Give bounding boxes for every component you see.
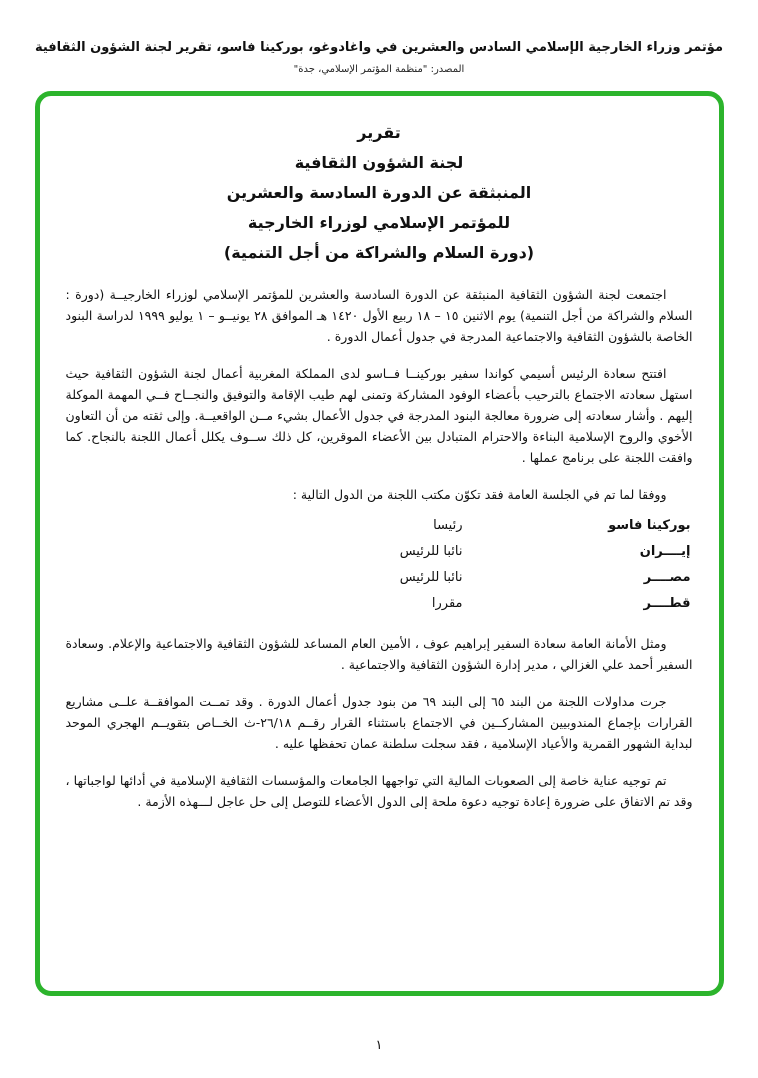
report-title-line: للمؤتمر الإسلامي لوزراء الخارجية <box>247 213 511 232</box>
document-header <box>0 0 758 75</box>
green-content-frame <box>35 91 724 996</box>
committee-country: مصــــر <box>643 570 691 585</box>
committee-row <box>66 513 691 539</box>
page-number: ١ <box>375 1038 383 1053</box>
report-title-line: (دورة السلام والشراكة من أجل التنمية) <box>223 243 535 262</box>
paragraph-deliberations: جرت مداولات اللجنة من البند ٦٥ إلى البند ٦٩ من بنود جدول أعمال الدورة . وقد تمــت الموافقــة علــى مشاريع القرارات بإجماع المندوبيين المشاركــين في الاجتماع باستثناء القرار رقــم ٢٦/١٨-ث الخــاص بتقويــم الهجري الموحد لبداية الشهور القمرية والأعياد الإسلامية ، فقد سجلت سلطنة عمان تحفظها عليه . <box>65 694 693 751</box>
committee-role: نائبا للرئيس <box>399 544 463 559</box>
report-title-block <box>66 118 693 268</box>
paragraph-opening-remarks: افتتح سعادة الرئيس أسيمي كواندا سفير بوركينــا فــاسو لدى المملكة المغربية أعمال لجنة الشؤون الثقافية حيث استهل سعادته الاجتماع بالترحيب بأعضاء الوفود المشاركة وتمنى لهم طيب الإقامة والتوفيق والنجــاح فــي المهمة الموكلة إليهم . وأشار سعادته إلى ضرورة معالجة البنود المدرجة في جدول الأعمال بشيء مــن الواقعيــة. وإلى ثقته من أن التعاون الأخوي والروح الإسلامية البناءة والاحترام المتبادل بين الأعضاء الموقرين، كل ذلك ســوف يكلل أعمال اللجنة بالنجاح. كما وافقت اللجنة على برنامج عملها . <box>65 366 693 465</box>
report-body <box>66 284 693 812</box>
committee-row <box>66 539 691 565</box>
header-title-line: مؤتمر وزراء الخارجية الإسلامي السادس والعشرين في واغادوغو، بوركينا فاسو، تقرير لجنة الشؤون الثقافية <box>34 40 724 55</box>
committee-row <box>66 591 691 617</box>
committee-role: رئيسا <box>433 518 463 533</box>
paragraph-bureau-intro: ووفقا لما تم في الجلسة العامة فقد تكوّن مكتب اللجنة من الدول التالية : <box>292 487 667 502</box>
committee-role: مقررا <box>431 596 463 611</box>
header-source-line: المصدر: "منظمة المؤتمر الإسلامي، جدة" <box>293 64 465 75</box>
committee-row <box>66 565 691 591</box>
committee-country: بوركينا فاسو <box>608 518 691 533</box>
report-title-line: لجنة الشؤون الثقافية <box>294 153 464 172</box>
committee-bureau-list <box>66 513 693 617</box>
paragraph-secretariat-representatives: ومثل الأمانة العامة سعادة السفير إبراهيم عوف ، الأمين العام المساعد للشؤون الثقافية والاجتماعية والإعلام. وسعادة السفير أحمد علي الغزالي ، مدير إدارة الشؤون الثقافية والاجتماعية . <box>65 636 693 672</box>
paragraph-session-details: اجتمعت لجنة الشؤون الثقافية المنبثقة عن الدورة السادسة والعشرين للمؤتمر الإسلامي لوزراء الخارجيــة (دورة : السلام والشراكة من أجل التنمية) يوم الاثنين ١٥ – ١٨ ربيع الأول ١٤٢٠ هـ الموافق ٢٨ يونيــو – ١ يوليو ١٩٩٩ لدراسة البنود الخاصة بالشؤون الثقافية والاجتماعية المدرجة في جدول أعمال الدورة . <box>65 287 693 344</box>
paragraph-financial-difficulties: تم توجيه عناية خاصة إلى الصعوبات المالية التي تواجهها الجامعات والمؤسسات الثقافية الإسلامية في أدائها لواجباتها ، وقد تم الاتفاق على ضرورة إعادة توجيه دعوة ملحة إلى الدول الأعضاء للتوصل إلى حل عاجل لـــهذه الأزمة . <box>65 773 693 809</box>
committee-country: إيــــران <box>639 544 691 559</box>
report-title-line: تقرير <box>357 123 401 142</box>
committee-country: قطــــر <box>643 596 691 611</box>
committee-role: نائبا للرئيس <box>399 570 463 585</box>
report-title-line: المنبثقة عن الدورة السادسة والعشرين <box>226 183 532 202</box>
